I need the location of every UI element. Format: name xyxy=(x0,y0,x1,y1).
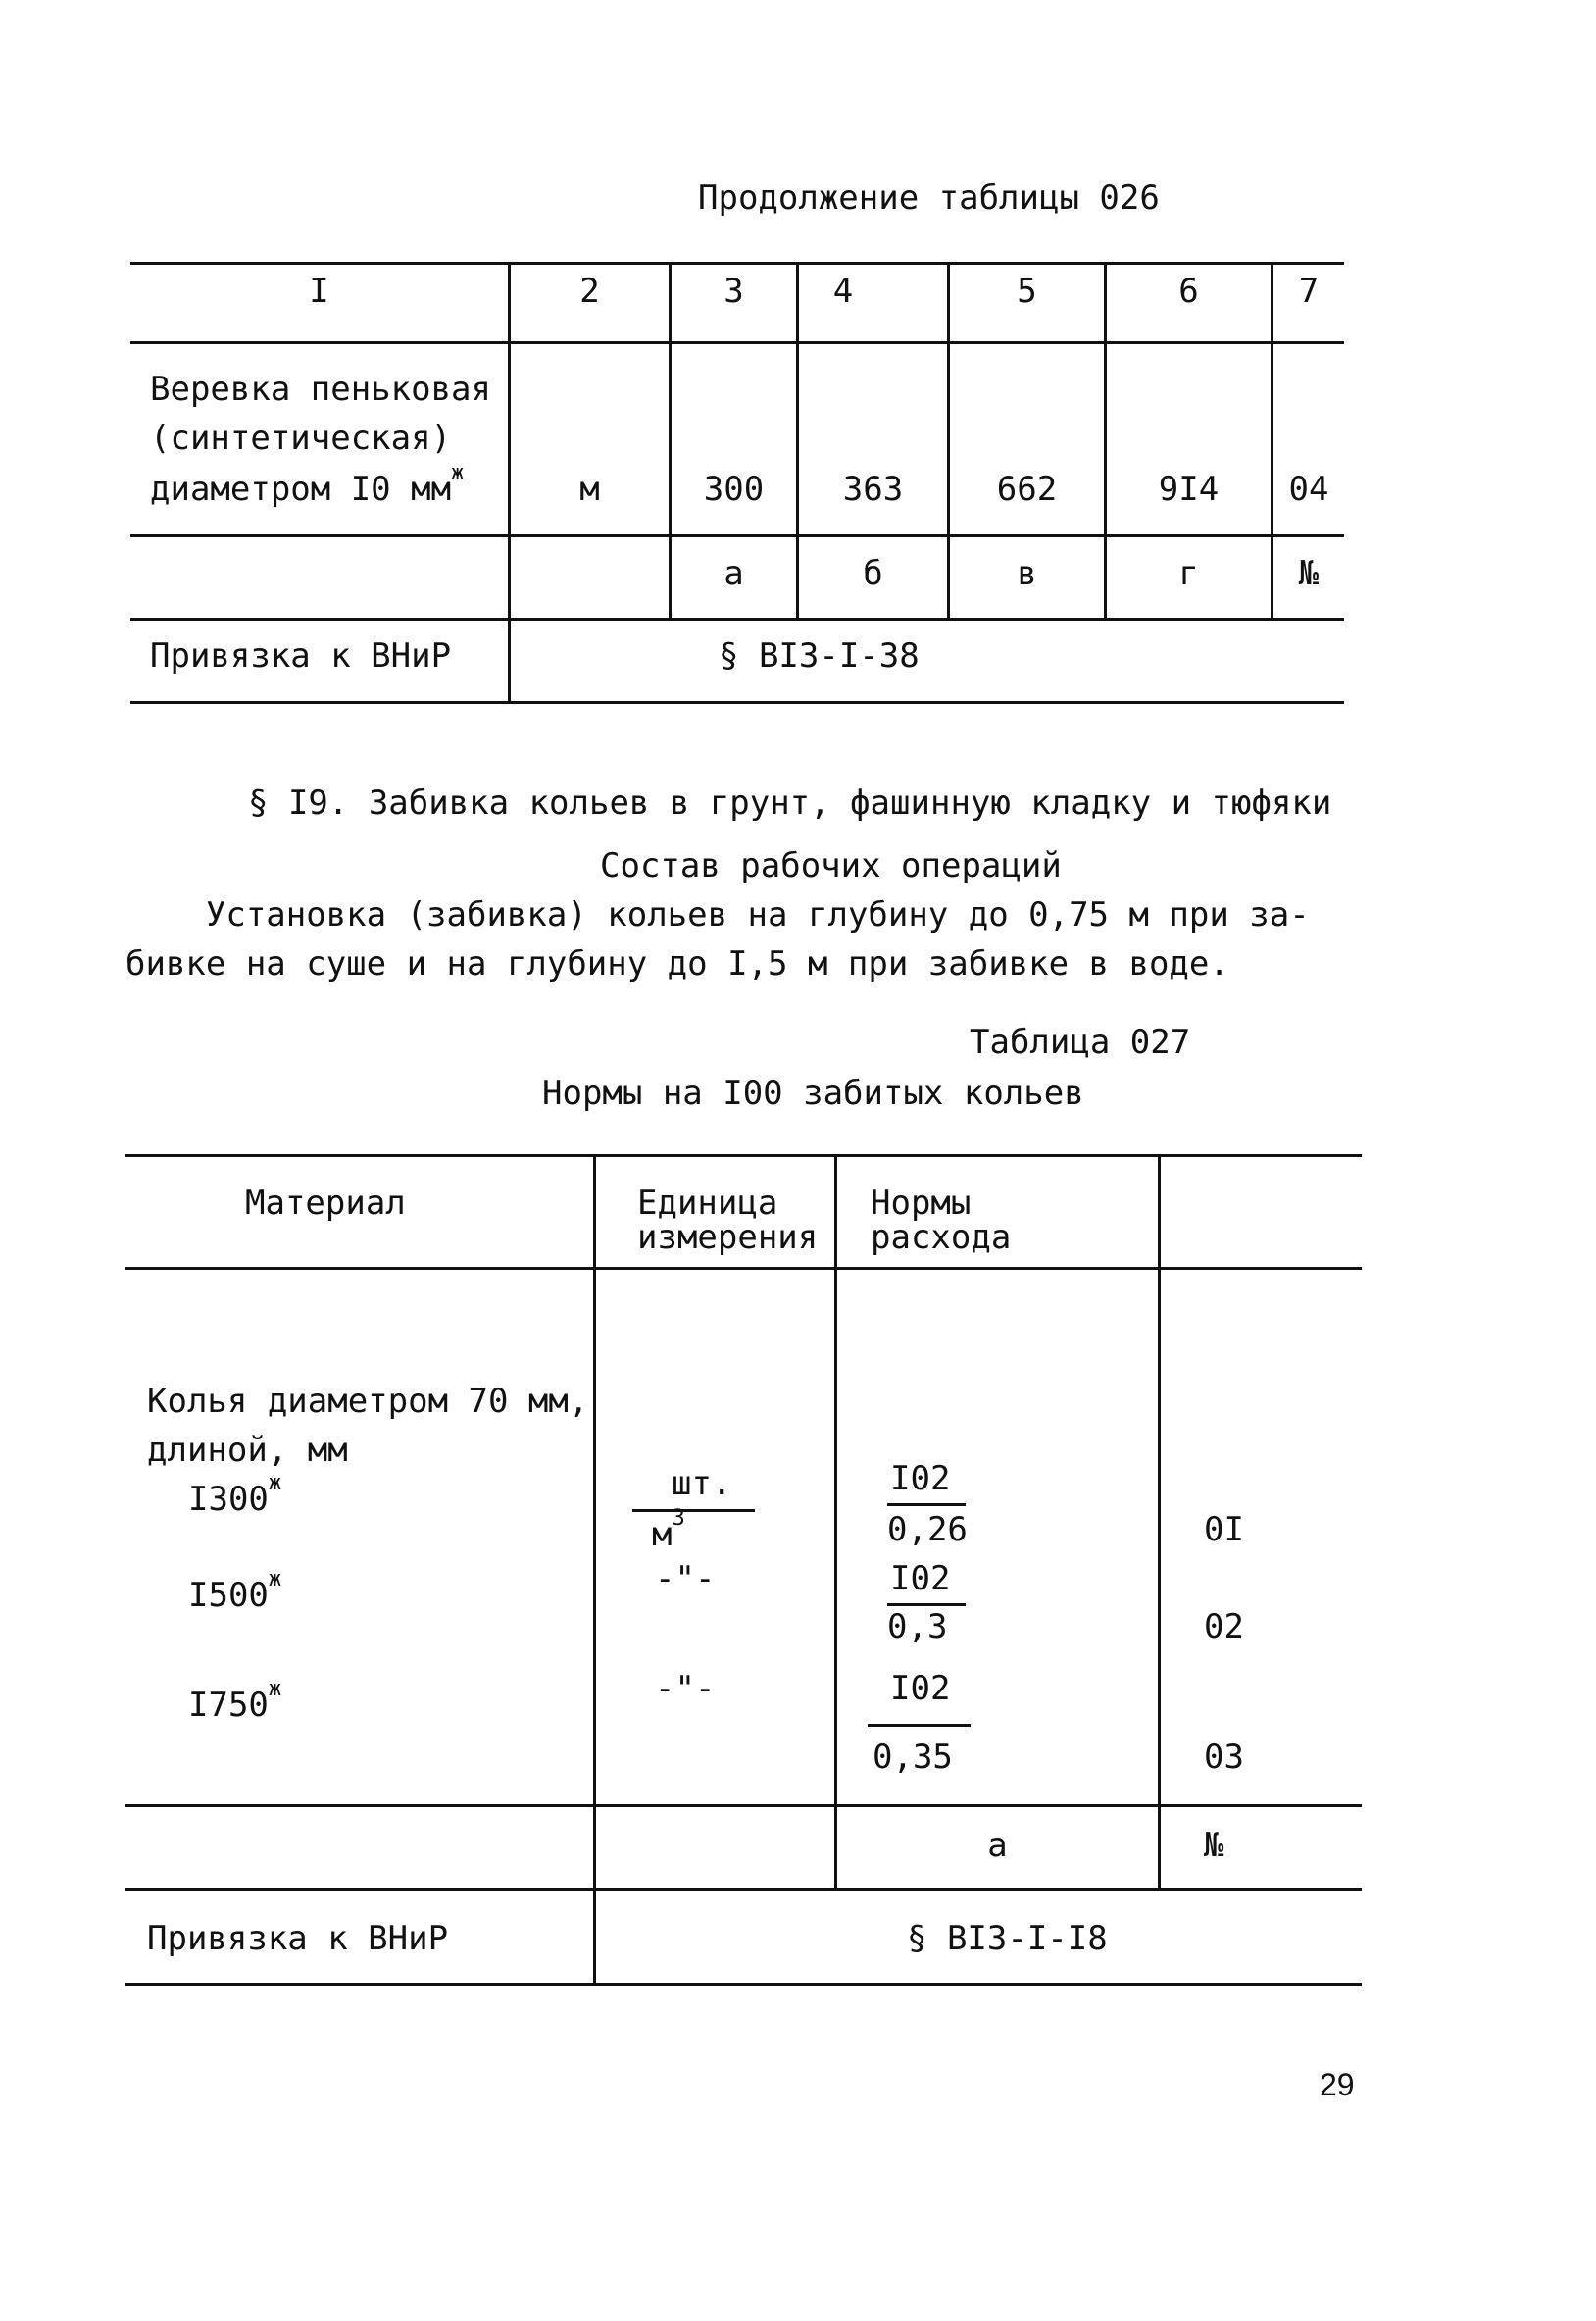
table027-header-material: Материал xyxy=(245,1184,406,1223)
table027-unit-top: шт. xyxy=(672,1464,732,1503)
table027-header-norm: Нормы xyxy=(871,1184,972,1223)
table026-value: 04 xyxy=(1288,470,1329,509)
footnote-mark: ж xyxy=(451,461,465,485)
operations-text-line: бивке на суше и на глубину до I,5 м при забивке в воде. xyxy=(125,944,1229,984)
table027-code: 02 xyxy=(1204,1607,1244,1646)
table026-rule-header xyxy=(130,341,1344,344)
table026-rule-top xyxy=(130,262,1344,265)
table027-col-divider xyxy=(1158,1154,1161,1888)
table026-header-cell: 7 xyxy=(1298,272,1320,311)
table027-binding-label: Привязка к ВНиР xyxy=(147,1919,449,1958)
table027-code: 03 xyxy=(1204,1738,1244,1777)
table026-value: 363 xyxy=(842,470,904,509)
table026-code: № xyxy=(1298,554,1320,593)
table027-unit-bottom: $м^3$ xyxy=(652,1506,685,1554)
table027-unit-top: -"- xyxy=(655,1559,716,1598)
table026-header-cell: 4 xyxy=(832,272,854,311)
table026-code: б xyxy=(863,554,883,593)
table026-code: в xyxy=(1017,554,1037,593)
page-number: 29 xyxy=(1320,2067,1355,2102)
table027-code-letter: а xyxy=(987,1826,1008,1865)
table026-header-cell: 5 xyxy=(1017,272,1037,311)
table027-rule-header xyxy=(125,1267,1362,1270)
table027-code: 0I xyxy=(1204,1510,1244,1549)
table027-rule-codes xyxy=(125,1804,1362,1807)
table027-norm-bottom: 0,26 xyxy=(887,1510,968,1549)
table027-rule-top xyxy=(125,1154,1362,1157)
table027-unit-top: -"- xyxy=(655,1669,716,1708)
footnote-mark: ж xyxy=(268,1677,282,1701)
table027-norm-bottom: 0,3 xyxy=(887,1607,948,1646)
table026-header-cell: 6 xyxy=(1178,272,1199,311)
table027-norm-top: I02 xyxy=(890,1559,951,1598)
table027-unit-fraction-line xyxy=(632,1509,755,1512)
table027-code-letter: № xyxy=(1204,1826,1224,1865)
table026-binding-value: § BI3-I-38 xyxy=(719,636,920,676)
table027-number: Таблица 027 xyxy=(970,1023,1191,1062)
table027-caption: Нормы на I00 забитых кольев xyxy=(542,1074,1084,1113)
table027-header-norm: расхода xyxy=(871,1218,1012,1257)
table027-rule-bottom xyxy=(125,1983,1362,1986)
table026-rule-bottom xyxy=(130,701,1344,704)
table027-norm-fraction-line xyxy=(887,1503,966,1506)
table026-material-line: (синтетическая) xyxy=(150,419,452,458)
operations-title: Состав рабочих операций xyxy=(600,846,1062,885)
table026-value: 662 xyxy=(996,470,1058,509)
table027-norm-bottom: 0,35 xyxy=(873,1738,953,1777)
table026-binding-label: Привязка к ВНиР xyxy=(150,636,452,676)
table027-length: $I500^ж$ xyxy=(188,1567,282,1615)
table026-header-cell: 3 xyxy=(723,272,744,311)
table026-unit: м xyxy=(579,470,600,509)
table027-header-unit: измерения xyxy=(637,1218,819,1257)
table027-material-line: Колья диаметром 70 мм, xyxy=(147,1382,589,1421)
table026-header-cell: 2 xyxy=(579,272,600,311)
table027-norm-top: I02 xyxy=(890,1459,951,1498)
table026-code: а xyxy=(723,554,744,593)
table027-binding-value: § BI3-I-I8 xyxy=(907,1919,1108,1958)
table027-length: $I750^ж$ xyxy=(188,1677,282,1725)
table026-code: г xyxy=(1178,554,1199,593)
table027-col-divider xyxy=(593,1154,596,1983)
table026-rule-row xyxy=(130,534,1344,537)
footnote-mark: ж xyxy=(268,1567,282,1591)
table027-col-divider xyxy=(834,1154,837,1888)
section-title: § I9. Забивка кольев в грунт, фашинную кладку и тюфяки xyxy=(248,783,1332,823)
table027-norm-top: I02 xyxy=(890,1669,951,1708)
operations-text-line: Установка (забивка) кольев на глубину до 0,75 м при за- xyxy=(125,895,1310,934)
table026-material-line: диаметром I0 $мм^ж$ xyxy=(150,461,465,509)
footnote-mark: ж xyxy=(268,1471,282,1495)
table027-rule-binding xyxy=(125,1888,1362,1891)
table027-header-unit: Единица xyxy=(637,1184,778,1223)
table026-rule-codes xyxy=(130,618,1344,621)
table026-value: 300 xyxy=(703,470,765,509)
table027-norm-fraction-line xyxy=(887,1603,966,1606)
table026-caption: Продолжение таблицы 026 xyxy=(698,178,1160,218)
table027-material-line: длиной, мм xyxy=(147,1431,348,1470)
table026-value: 9I4 xyxy=(1158,470,1220,509)
table026-material-line: Веревка пеньковая xyxy=(150,370,491,409)
unit-exponent: 3 xyxy=(672,1506,685,1531)
table027-norm-fraction-line xyxy=(868,1724,971,1727)
table027-length: $I300^ж$ xyxy=(188,1471,282,1519)
table026-header-cell: I xyxy=(309,272,329,311)
